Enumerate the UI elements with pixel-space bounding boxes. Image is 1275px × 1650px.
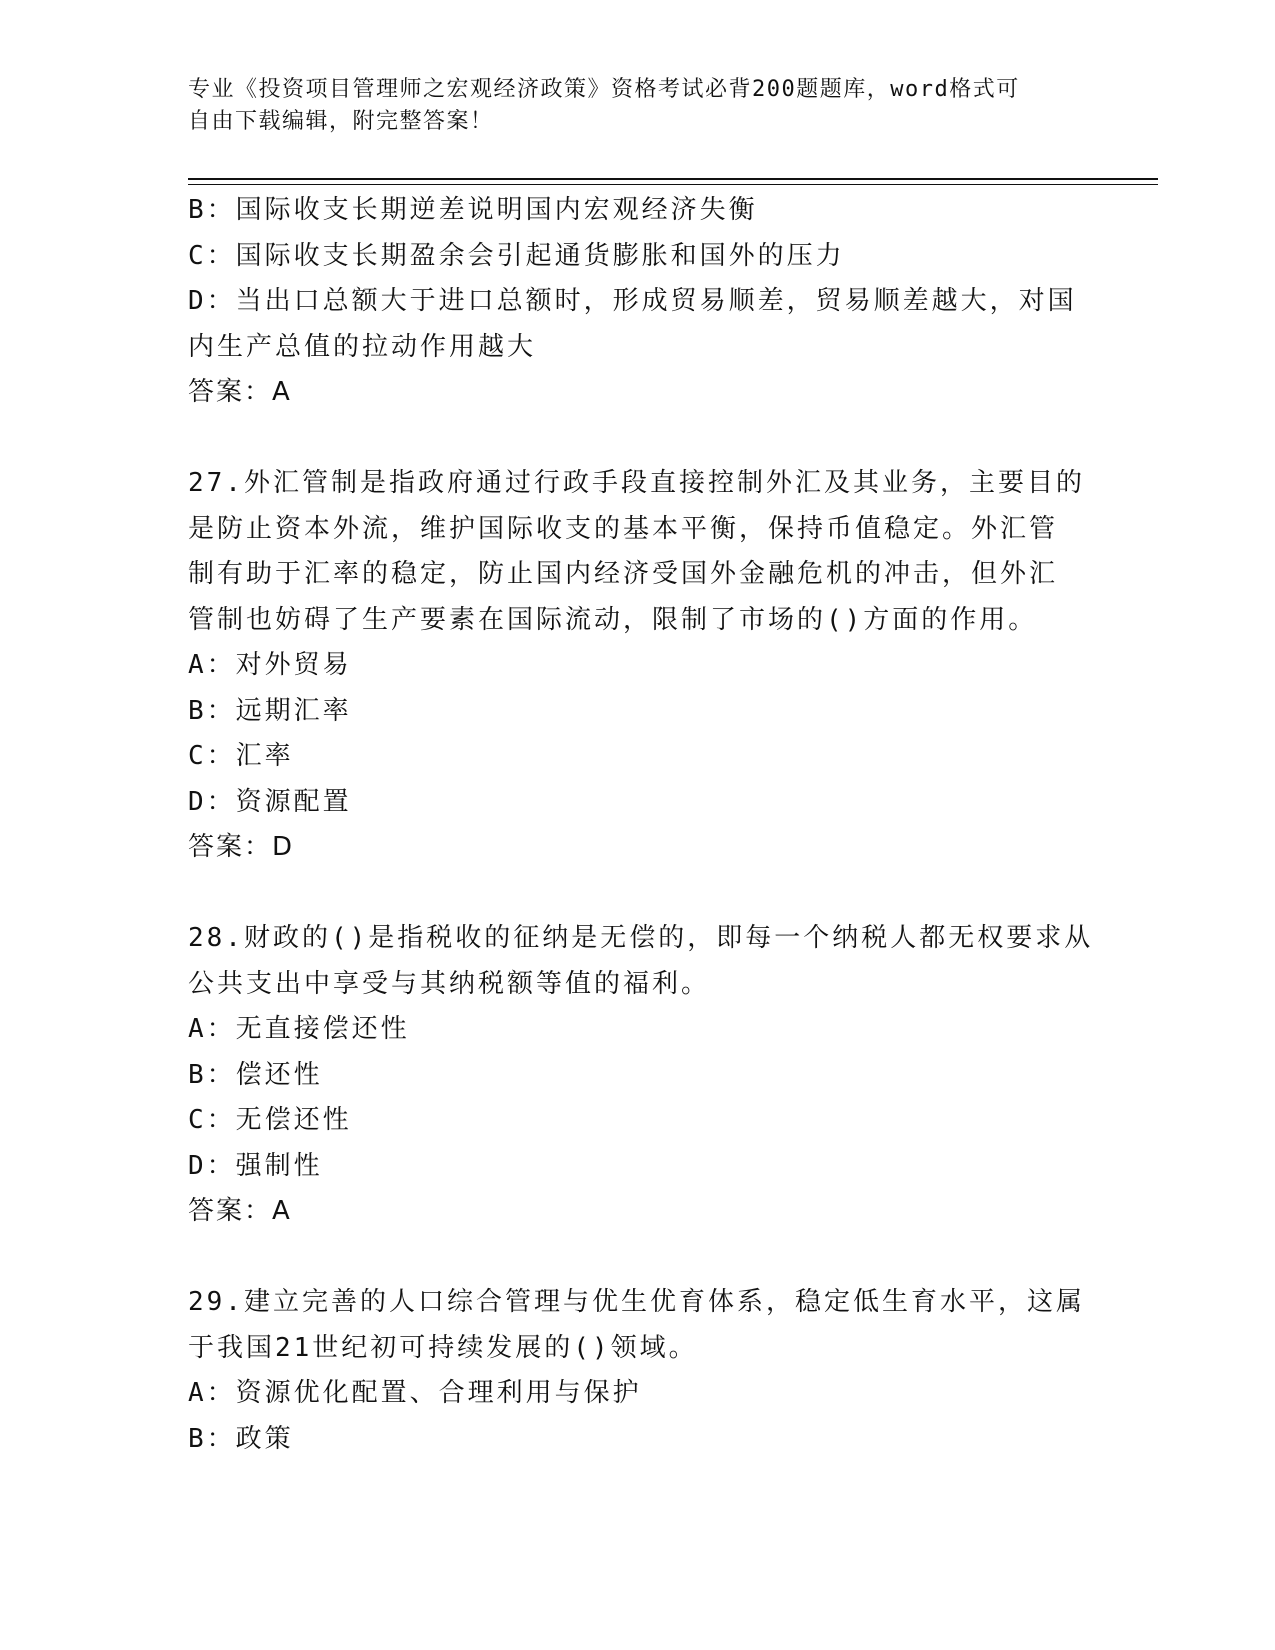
option-b: B：政策 <box>188 1423 294 1454</box>
header-line-1: 专业《投资项目管理师之宏观经济政策》资格考试必背200题题库，word格式可 <box>188 77 1020 102</box>
question-spacer <box>188 1235 1088 1281</box>
question-content <box>188 188 1094 1462</box>
option-c: C：汇率 <box>188 741 294 771</box>
page-header <box>188 74 1088 138</box>
question-stem-line: 29.建立完善的人口综合管理与优生优育体系，稳定低生育水平，这属 <box>188 1287 1085 1317</box>
answer-line: 答案：A <box>188 1196 292 1226</box>
question-stem-line: 公共支出中享受与其纳税额等值的福利。 <box>188 968 711 999</box>
question-stem-line: 于我国21世纪初可持续发展的()领域。 <box>188 1332 698 1363</box>
question-stem-line: 是防止资本外流，维护国际收支的基本平衡，保持币值稳定。外汇管 <box>188 513 1059 544</box>
option-d-continued: 内生产总值的拉动作用越大 <box>188 331 537 362</box>
header-line-2: 自由下载编辑，附完整答案！ <box>188 109 494 134</box>
answer-line: 答案：A <box>188 377 292 407</box>
question-stem-line: 制有助于汇率的稳定，防止国内经济受国外金融危机的冲击，但外汇 <box>188 559 1059 589</box>
answer-line: 答案：D <box>188 832 295 862</box>
question-stem-line: 28.财政的()是指税收的征纳是无偿的，即每一个纳税人都无权要求从 <box>188 923 1094 953</box>
question-stem-line: 27.外汇管制是指政府通过行政手段直接控制外汇及其业务，主要目的 <box>188 468 1085 498</box>
option-d: D：当出口总额大于进口总额时，形成贸易顺差，贸易顺差越大，对国 <box>188 286 1077 316</box>
header-divider-thin <box>188 184 1158 185</box>
question-spacer <box>188 416 1088 462</box>
option-c: C：国际收支长期盈余会引起通货膨胀和国外的压力 <box>188 240 845 271</box>
option-a: A：资源优化配置、合理利用与保护 <box>188 1378 642 1408</box>
question-spacer <box>188 871 1088 917</box>
option-c: C：无偿还性 <box>188 1105 352 1135</box>
option-b: B：国际收支长期逆差说明国内宏观经济失衡 <box>188 195 758 225</box>
header-divider-thick <box>188 178 1158 180</box>
option-a: A：对外贸易 <box>188 650 352 680</box>
question-stem-line: 管制也妨碍了生产要素在国际流动，限制了市场的()方面的作用。 <box>188 604 1038 635</box>
question-29 <box>188 1280 1088 1462</box>
option-a: A：无直接偿还性 <box>188 1014 410 1044</box>
option-d: D：资源配置 <box>188 786 352 817</box>
question-26-tail <box>188 188 1088 416</box>
question-27 <box>188 461 1088 871</box>
option-d: D：强制性 <box>188 1150 323 1181</box>
option-b: B：偿还性 <box>188 1059 323 1090</box>
option-b: B：远期汇率 <box>188 695 352 726</box>
question-28 <box>188 916 1094 1235</box>
